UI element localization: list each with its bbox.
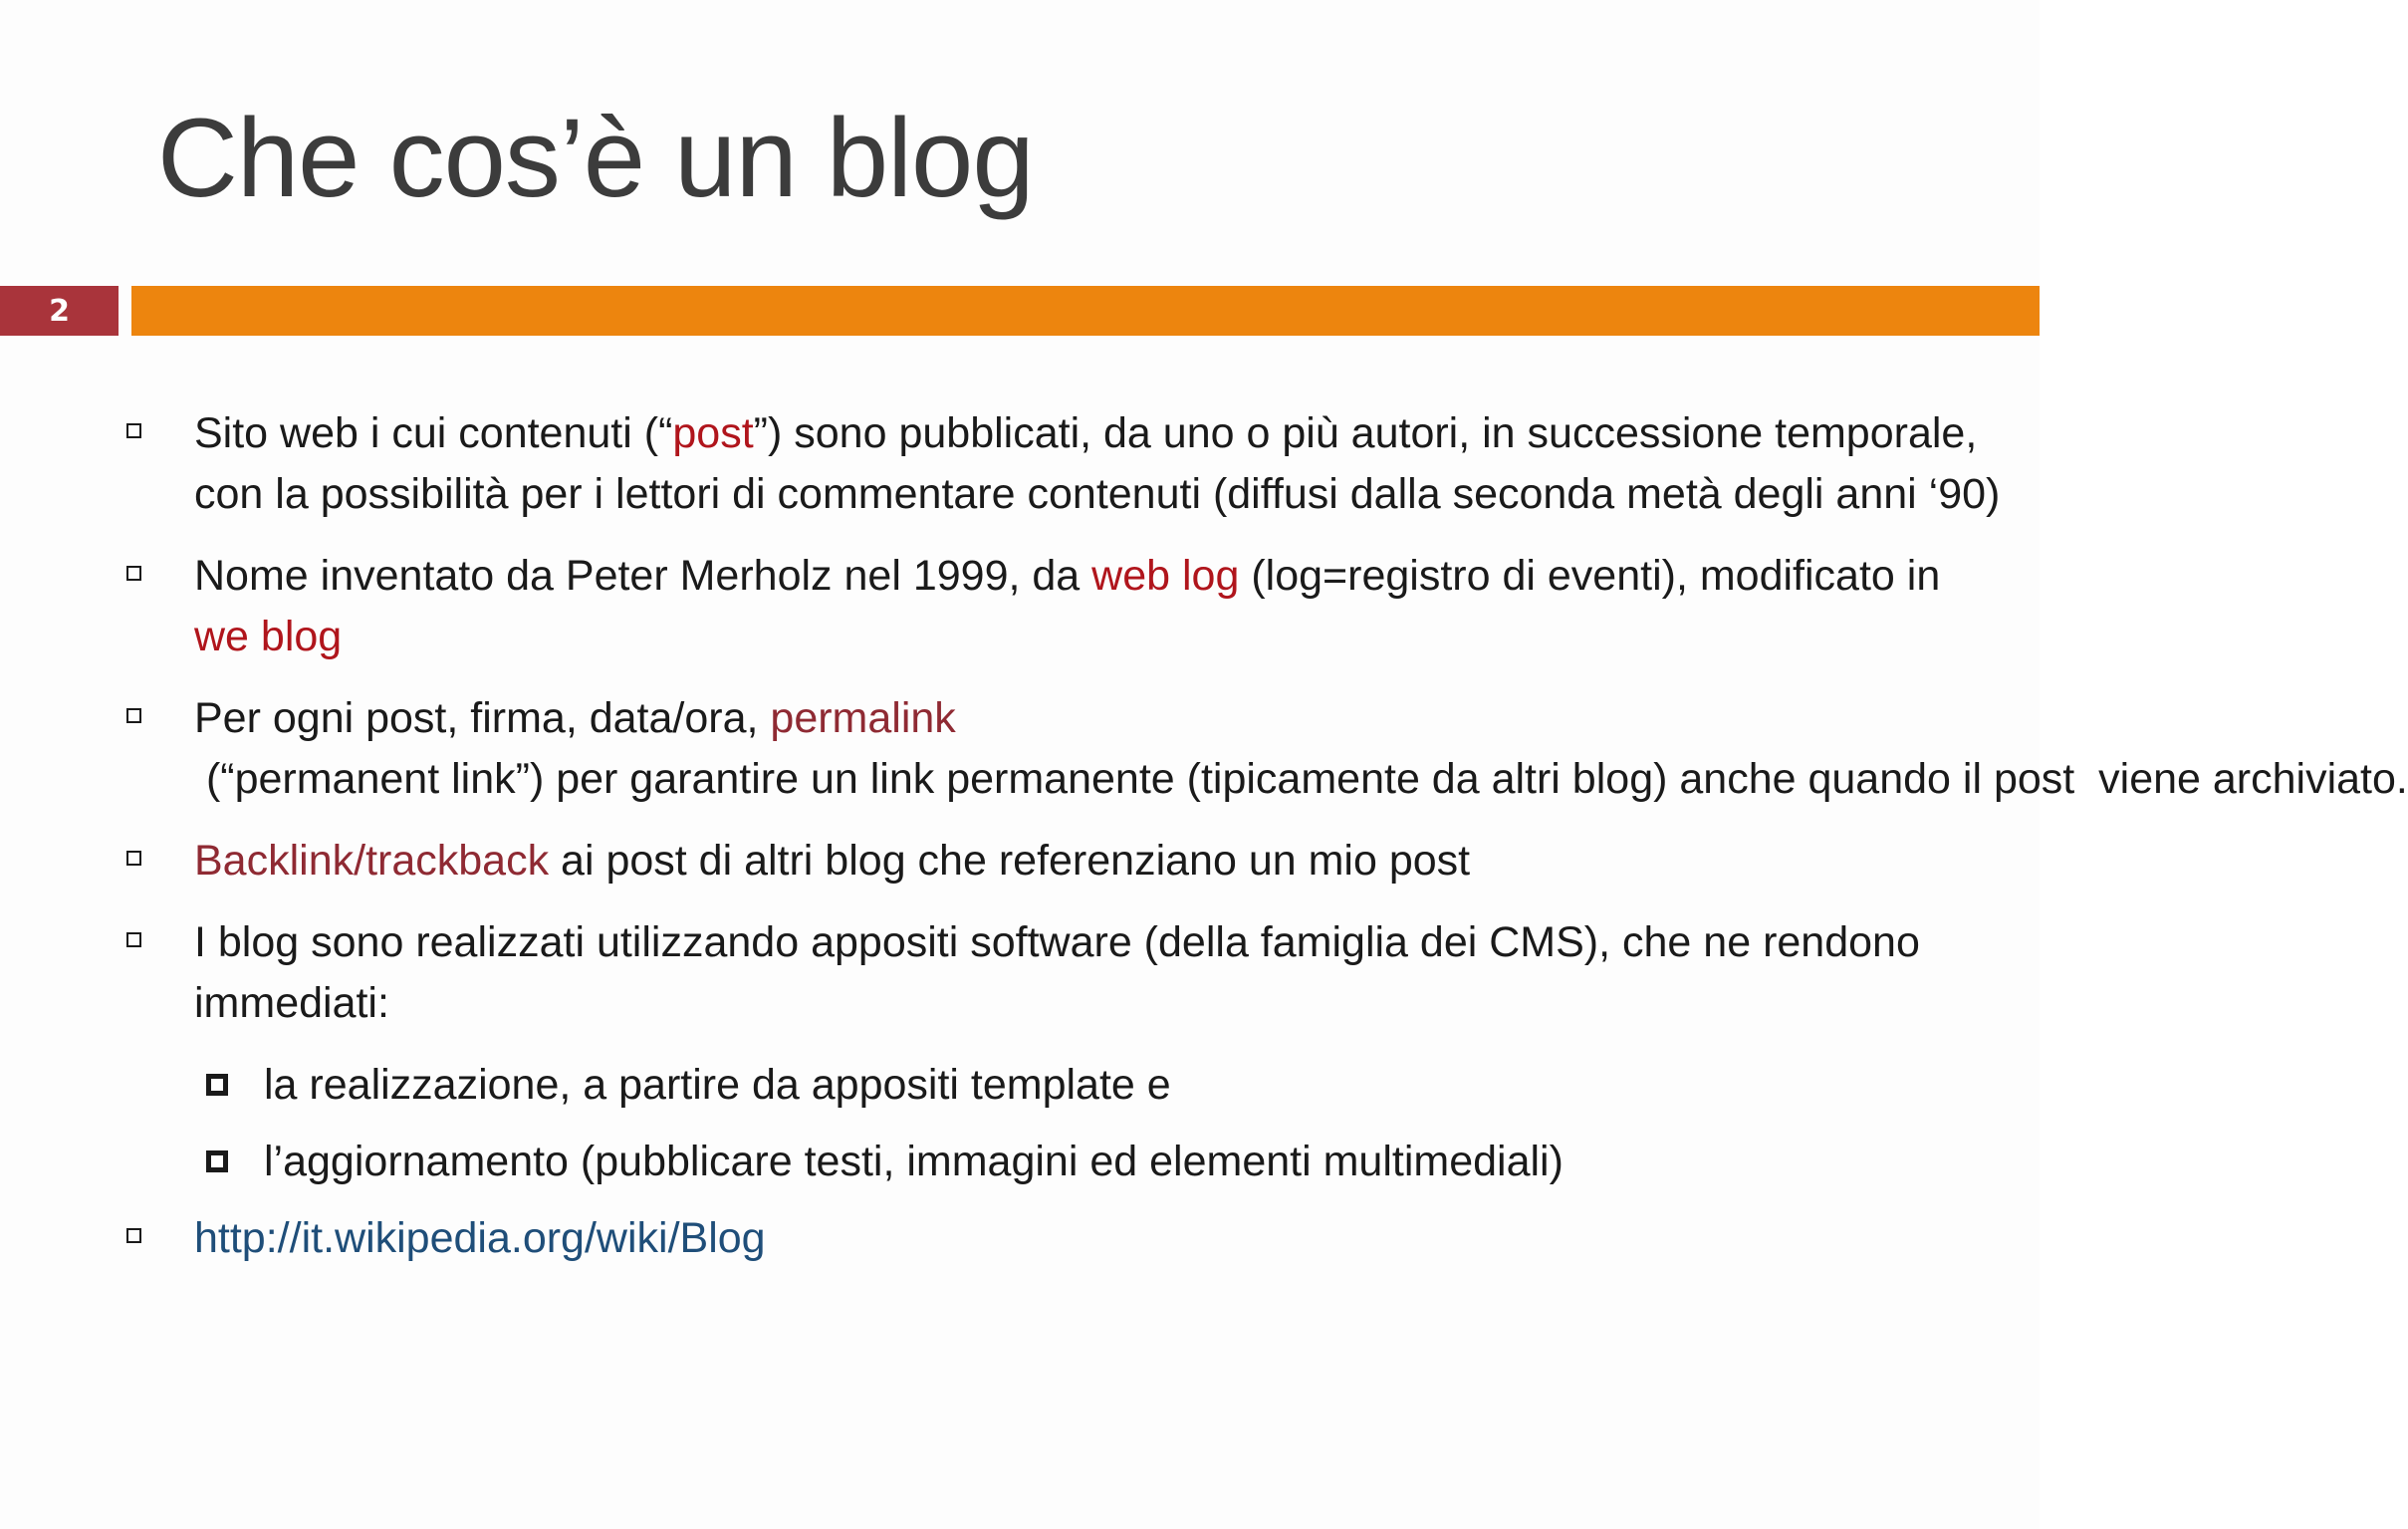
term-backlink-trackback: Backlink/trackback [194,837,550,885]
title-divider-bar [131,286,2040,336]
slide-title: Che cos’è un blog [157,96,1034,220]
sub-bullet-text: la realizzazione, a partire da appositi template e [264,1061,1171,1109]
square-bullet-icon [126,851,141,866]
square-bullet-icon [126,423,141,438]
term-permalink: permalink [770,694,956,742]
bullet-item [120,1208,2002,1269]
bullet-text: Per ogni post, firma, data/ora, [194,694,771,742]
bullet-text: ”) sono pubblicati, da uno o più autori, in successione temporale, con la possibilità per i lettori di commentare contenuti (diffusi dalla seconda metà degli anni ‘90) [194,409,2001,518]
bullet-text: I blog sono realizzati utilizzando appositi software (della famiglia dei CMS), che ne rendono immediati: [194,918,1920,1027]
sub-bullet-item [120,1055,2002,1116]
bullet-item [120,688,2408,810]
bullet-text: Nome inventato da Peter Merholz nel 1999, da [194,552,1092,600]
filled-square-bullet-icon [206,1150,228,1172]
bullet-text: (“permanent link”) per garantire un link permanente (tipicamente da altri blog) anche quando il post viene archiviato. [194,755,2408,803]
slide-number: 2 [0,286,119,336]
square-bullet-icon [126,1228,141,1243]
bullet-item [120,912,2002,1034]
square-bullet-icon [126,932,141,947]
bullet-text: Sito web i cui contenuti (“ [194,409,673,457]
square-bullet-icon [126,566,141,581]
term-we-blog: we blog [194,613,343,660]
bullet-item [120,831,2002,892]
term-web-log: web log [1091,552,1240,600]
sub-bullet-item [120,1132,2002,1192]
sub-bullet-text: l’aggiornamento (pubblicare testi, immagini ed elementi multimediali) [264,1138,1564,1185]
square-bullet-icon [126,708,141,723]
wikipedia-link[interactable]: http://it.wikipedia.org/wiki/Blog [194,1214,766,1262]
bullet-item [120,403,2002,525]
filled-square-bullet-icon [206,1074,228,1096]
term-post: post [672,409,754,457]
bullet-text: (log=registro di eventi), modificato in [1239,552,1941,600]
bullet-list [120,403,2408,1290]
bullet-item [120,546,2002,667]
bullet-text: ai post di altri blog che referenziano un mio post [549,837,1471,885]
